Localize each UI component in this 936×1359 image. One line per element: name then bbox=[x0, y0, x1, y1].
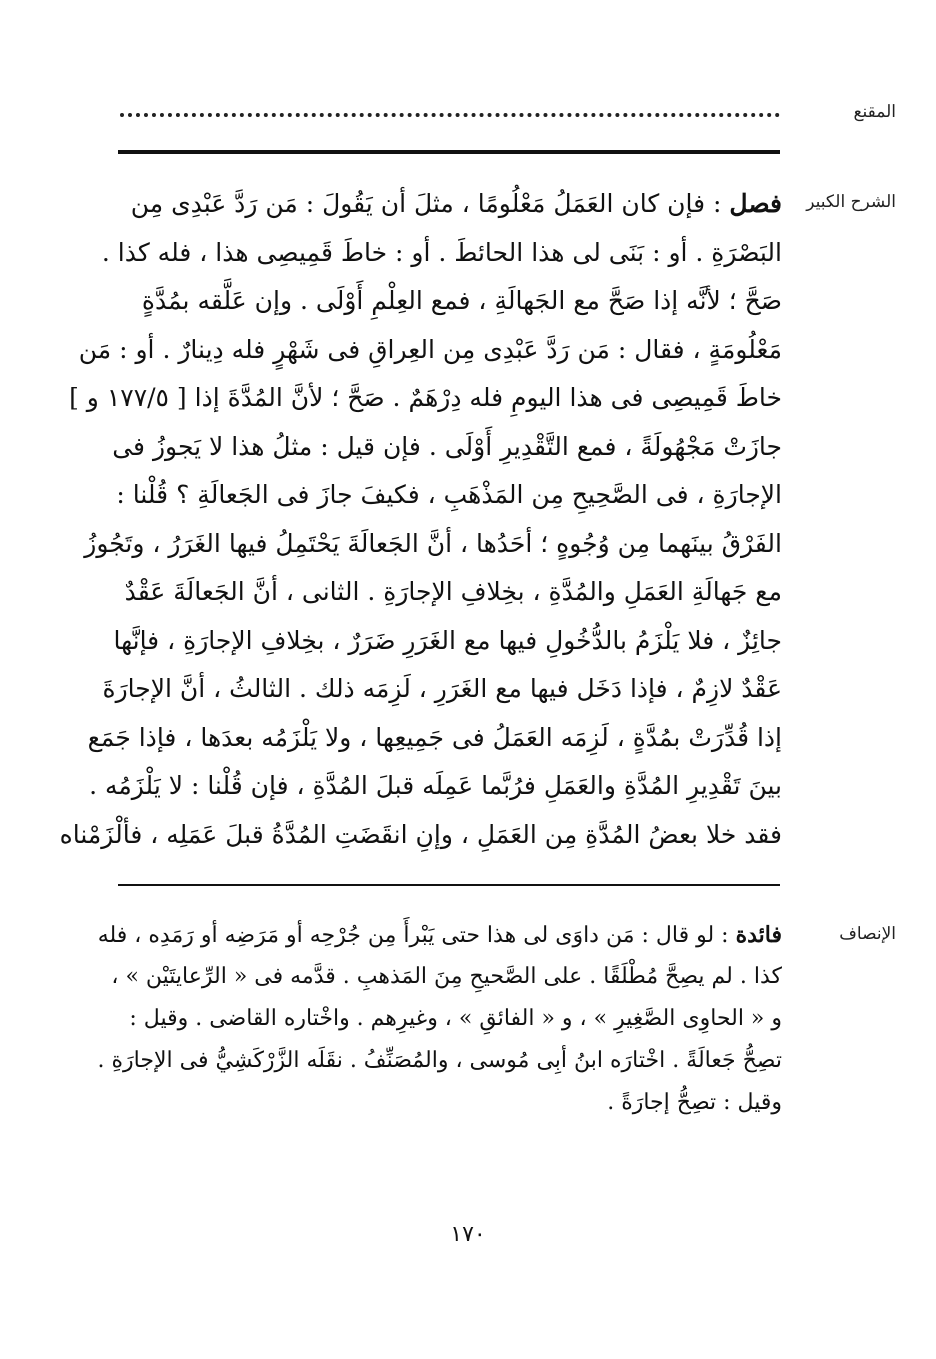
insaf-line-1: فائدة : لو قال : مَن داوَى لى هذا حتى يَبْرأَ مِن جُرْحِه أو مَرَضِه أو رَمَدِه ، فله bbox=[97, 922, 782, 948]
insaf-text-block bbox=[97, 914, 782, 1124]
sharh-line-12: إذا قُدِّرَتْ بمُدَّةٍ ، لَزِمَه العَمَلُ فى جَمِيعِها ، ولا يَلْزَمُه بعدَها ، فإذا جَمَع bbox=[87, 722, 782, 752]
insaf-line-4: تصِحُّ جَعالَةً . اخْتارَه ابنُ أبِى مُوسى ، والمُصَنِّفُ . نقَلَه الزَّرْكَشِيُّ فى الإجارَةِ . bbox=[97, 1048, 782, 1073]
section-lead-word: فصل bbox=[729, 189, 782, 218]
sharh-line-3: صَحَّ ؛ لأنَّه إذا صَحَّ مع الجَهالَةِ ، فمع العِلْمِ أَوْلَى . وإن عَلَّقه بمُدَّةٍ bbox=[141, 286, 782, 315]
header-dotted-rule bbox=[120, 113, 780, 117]
sharh-line-1: فصل : فإن كان العَمَلُ مَعْلُومًا ، مثلَ أن يَقُولَ : مَن رَدَّ عَبْدِى مِن bbox=[130, 189, 782, 218]
insaf-line-3: و « الحاوِى الصَّغِيرِ » ، و « الفائقِ » ، وغيرِهم . واخْتاره القاضى . وقيل : bbox=[129, 1006, 782, 1031]
sharh-line-4: مَعْلُومَةٍ ، فقال : مَن رَدَّ عَبْدِى مِن العِراقِ فى شَهْرٍ فله دِينارٌ . أو : مَن bbox=[78, 334, 782, 364]
page-number: ١٧٠ bbox=[450, 1222, 486, 1247]
header-rule bbox=[118, 150, 780, 154]
sharh-line-13: بينَ تَقْدِيرِ المُدَّةِ والعَمَلِ فرُبَّما عَمِلَه قبلَ المُدَّةِ ، فإن قُلْنا : لا يَلْزَمُه . bbox=[89, 771, 782, 800]
sharh-text-block bbox=[59, 180, 782, 859]
sharh-line-8: الفَرْقُ بينَهما مِن وُجُوهٍ ؛ أحَدُها ، أنَّ الجَعالَةَ يَحْتَمِلُ فيها الغَرَرُ ، وتَجُوزُ bbox=[84, 528, 782, 558]
sharh-line-6: جازَتْ مَجْهُولَةً ، فمع التَّقْدِيرِ أَوْلَى . فإن قيل : مثلُ هذا لا يَجوزُ فى bbox=[112, 431, 782, 461]
sharh-line-7: الإجارَةِ ، فى الصَّحِيحِ مِن المَذْهَبِ ، فكيفَ جازَ فى الجَعالَةِ ؟ قُلْنا : bbox=[116, 480, 782, 509]
book-label: المقنع bbox=[853, 102, 896, 122]
sharh-line-11: عَقْدٌ لازِمٌ ، فإذا دَخَل فيها مع الغَرَرِ ، لَزِمَه ذلك . الثالثُ ، أنَّ الإجارَةَ bbox=[102, 674, 782, 703]
section-divider-rule bbox=[118, 884, 780, 886]
sharh-line-2: البَصْرَةِ . أو : بَنَى لى هذا الحائطَ . أو : خاطَ قَمِيصِى هذا ، فله كذا . bbox=[101, 237, 782, 267]
section-label-insaf: الإنصاف bbox=[839, 924, 896, 944]
sharh-line-14: فقد خلا بعضُ المُدَّةِ مِن العَمَلِ ، وإنِ انقَضَتِ المُدَّةُ قبلَ عَمَلِه ، فألْزَمْناه bbox=[59, 819, 782, 849]
insaf-line-5: وقيل : تصِحُّ إجارَةً . bbox=[607, 1090, 782, 1115]
section-label-sharh: الشرح الكبير bbox=[806, 192, 896, 212]
insaf-line-2: كذا . لم يصِحَّ مُطْلَقًا . على الصَّحيحِ مِنَ المَذهبِ . قدَّمه فى « الرِّعايتَيْن » ، bbox=[111, 964, 782, 989]
sharh-line-9: مع جَهالَةِ العَمَلِ والمُدَّةِ ، بخِلافِ الإجارَةِ . الثانى ، أنَّ الجَعالَةَ عَقْدٌ bbox=[124, 577, 782, 606]
sharh-line-10: جائِزٌ ، فلا يَلْزَمُ بالدُّخُولِ فيها مع الغَرَرِ ضَرَرٌ ، بخِلافِ الإجارَةِ ، فإنَّها bbox=[113, 625, 782, 655]
section-lead-word: فائدة bbox=[735, 922, 782, 948]
sharh-line-5: خاطَ قَمِيصِى فى هذا اليومِ فله دِرْهَمٌ . صَحَّ ؛ لأنَّ المُدَّةَ إذا [ ١٧٧/٥ و ] bbox=[69, 383, 782, 412]
